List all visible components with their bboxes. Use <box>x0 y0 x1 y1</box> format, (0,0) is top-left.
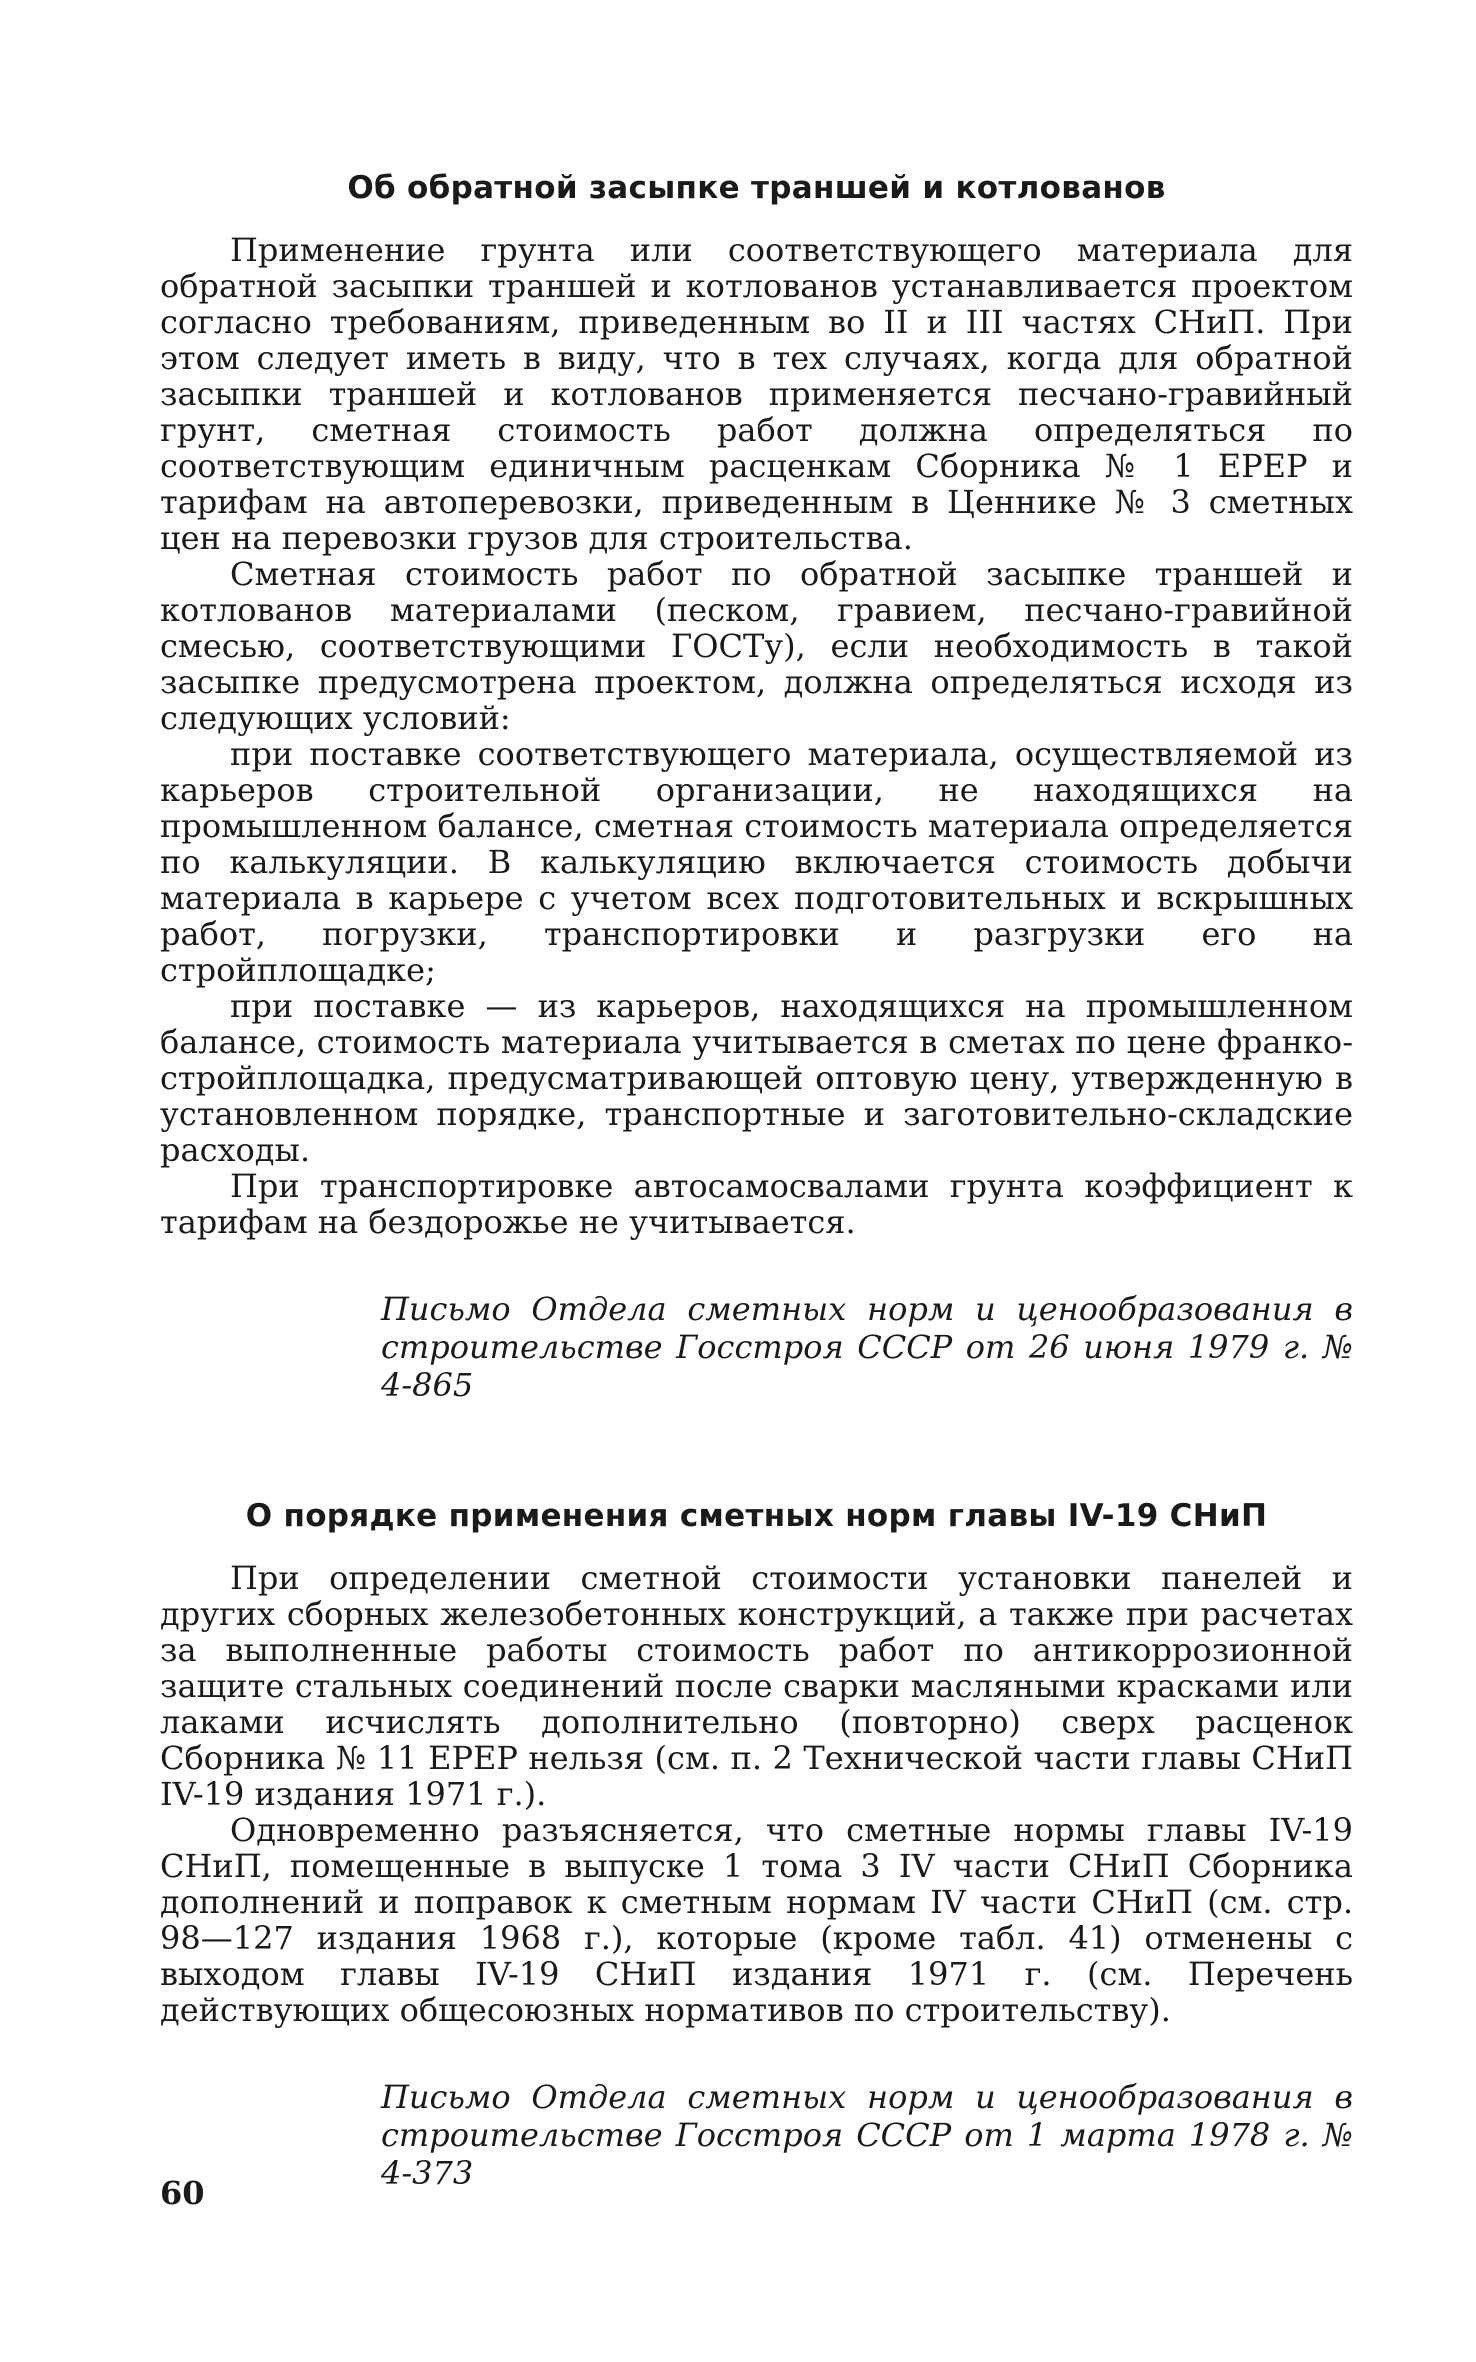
paragraph: Применение грунта или соответствующего материала для обратной засыпки траншей и котлованов устанавливается проектом согласно требованиям, приведенным во II и III частях СНиП. При этом следует иметь в виду, что в тех случаях, когда для обратной засыпки траншей и котлованов применяется песчано-гравийный грунт, сметная стоимость работ должна определяться по соответствующим единичным расценкам Сборника № 1 ЕРЕР и тарифам на автоперевозки, приведенным в Ценнике № 3 сметных цен на перевозки грузов для строительства. <box>160 231 1353 557</box>
paragraph: Одновременно разъясняется, что сметные нормы главы IV-19 СНиП, помещенные в выпуске 1 тома 3 IV части СНиП Сборника дополнений и поправок к сметным нормам IV части СНиП (см. стр. 98—127 издания 1968 г.), которые (кроме табл. 41) отменены с выходом главы IV-19 СНиП издания 1971 г. (см. Перечень действующих общесоюзных нормативов по строительству). <box>160 1811 1353 2029</box>
paragraph: при поставке соответствующего материала, осуществляемой из карьеров строительной организации, не находящихся на промышленном балансе, сметная стоимость материала определяется по калькуляции. В калькуляцию включается стоимость добычи материала в карьере с учетом всех подготовительных и вскрышных работ, погрузки, транспортировки и разгрузки его на стройплощадке; <box>160 735 1353 989</box>
letter-attribution: Письмо Отдела сметных норм и ценообразования в строительстве Госстроя СССР от 26 июня 1979 г. № 4-865 <box>381 1290 1353 1404</box>
document-page <box>160 170 1353 2192</box>
page-number: 60 <box>160 2174 205 2212</box>
section-title-backfill: Об обратной засыпке траншей и котлованов <box>347 170 1166 206</box>
letter-attribution: Письмо Отдела сметных норм и ценообразования в строительстве Госстроя СССР от 1 марта 1978 г. № 4-373 <box>381 2078 1353 2192</box>
paragraph: При транспортировке автосамосвалами грунта коэффициент к тарифам на бездорожье не учитывается. <box>160 1167 1353 1241</box>
section-title-norms: О порядке применения сметных норм главы IV-19 СНиП <box>245 1498 1268 1534</box>
paragraph: При определении сметной стоимости установки панелей и других сборных железобетонных конструкций, а также при расчетах за выполненные работы стоимость работ по антикоррозионной защите стальных соединений после сварки масляными красками или лаками исчислять дополнительно (повторно) сверх расценок Сборника № 11 ЕРЕР нельзя (см. п. 2 Технической части главы СНиП IV-19 издания 1971 г.). <box>160 1559 1353 1813</box>
paragraph: при поставке — из карьеров, находящихся на промышленном балансе, стоимость материала учитывается в сметах по цене франко-стройплощадка, предусматривающей оптовую цену, утвержденную в установленном порядке, транспортные и заготовительно-складские расходы. <box>160 987 1353 1169</box>
paragraph: Сметная стоимость работ по обратной засыпке траншей и котлованов материалами (песком, гравием, песчано-гравийной смесью, соответствующими ГОСТу), если необходимость в такой засыпке предусмотрена проектом, должна определяться исходя из следующих условий: <box>160 555 1353 737</box>
